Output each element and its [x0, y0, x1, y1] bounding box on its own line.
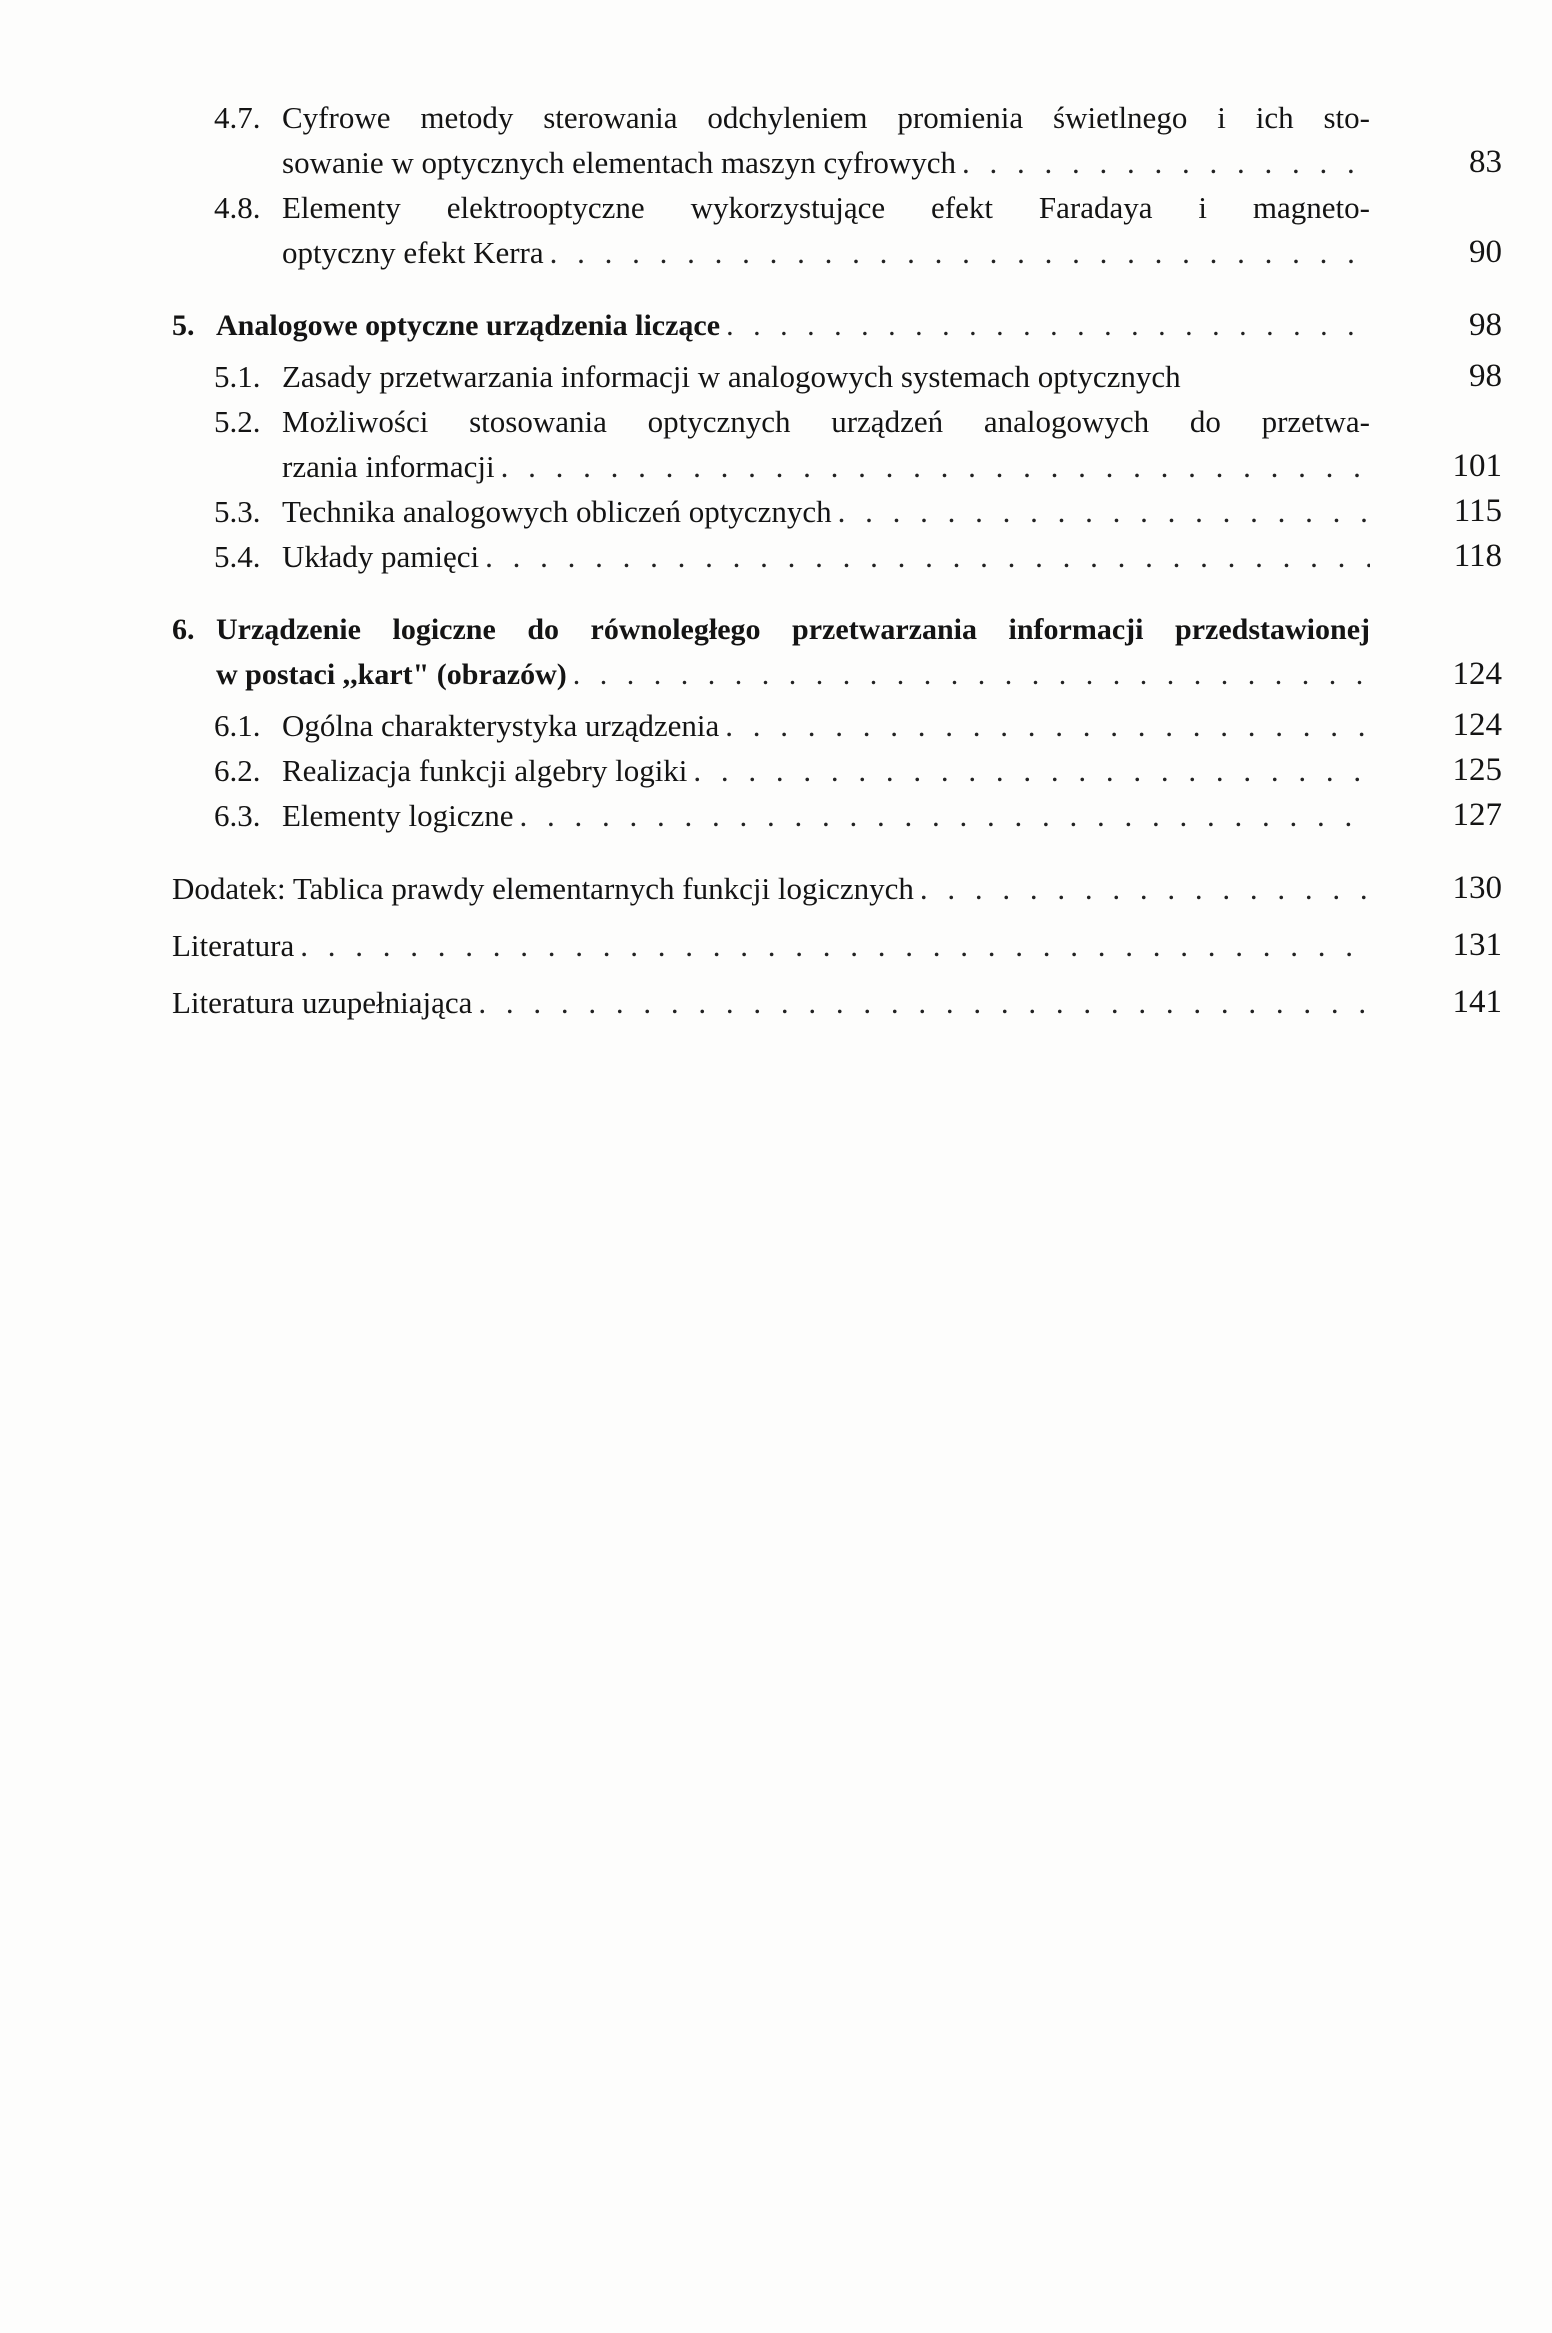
toc-chapter-6[interactable]: [172, 607, 1502, 697]
entry-title: Dodatek: Tablica prawdy elementarnych funkcji logicznych: [172, 871, 914, 906]
dot-leader: [832, 489, 1370, 534]
toc-entry-4-8[interactable]: [214, 185, 1502, 275]
entry-title-line-1: Elementy elektrooptyczne wykorzystujące efekt Faradaya i magneto-: [282, 190, 1370, 225]
chapter-title: Analogowe optyczne urządzenia liczące: [216, 309, 721, 342]
section-number: 5.2.: [214, 404, 261, 439]
toc-entry-6-1[interactable]: [214, 703, 1502, 748]
dot-leader: [544, 230, 1370, 275]
dot-leader: [479, 534, 1370, 579]
page-number: 131: [1452, 927, 1502, 963]
page-number: 90: [1469, 234, 1502, 270]
entry-title: Ogólna charakterystyka urządzenia: [282, 708, 720, 743]
toc-entry-4-7[interactable]: [214, 95, 1502, 185]
page-number: 98: [1469, 307, 1502, 343]
toc-entry-5-3[interactable]: [214, 489, 1502, 534]
entry-title: Elementy logiczne: [282, 798, 514, 833]
entry-title: Zasady przetwarzania informacji w analogowych systemach optycznych: [282, 359, 1181, 394]
entry-title-line-1: Cyfrowe metody sterowania odchyleniem promienia świetlnego i ich sto-: [282, 100, 1370, 135]
section-number: 5.4.: [214, 539, 261, 574]
entry-title: Realizacja funkcji algebry logiki: [282, 753, 688, 788]
section-number: 5.3.: [214, 494, 261, 529]
dot-leader: [514, 793, 1370, 838]
chapter-title-line-1: Urządzenie logiczne do równoległego przetwarzania informacji przedstawionej: [216, 613, 1370, 646]
page-number: 101: [1452, 448, 1502, 484]
page-number: 130: [1452, 870, 1502, 906]
table-of-contents: [172, 95, 1502, 1025]
entry-title-line-2: sowanie w optycznych elementach maszyn cyfrowych: [282, 145, 956, 180]
toc-chapter-5[interactable]: [172, 303, 1502, 348]
chapter-number: 5.: [172, 309, 195, 342]
entry-title-line-2: rzania informacji: [282, 449, 495, 484]
dot-leader: [294, 923, 1370, 968]
entry-title-line-2: optyczny efekt Kerra: [282, 235, 544, 270]
toc-entry-literatura[interactable]: [172, 923, 1502, 968]
entry-title: Układy pamięci: [282, 539, 480, 574]
dot-leader: [687, 748, 1370, 793]
page-number: 83: [1469, 144, 1502, 180]
section-number: 5.1.: [214, 359, 261, 394]
dot-leader: [567, 652, 1370, 697]
toc-entry-5-1[interactable]: [214, 354, 1502, 399]
toc-entry-6-2[interactable]: [214, 748, 1502, 793]
page-number: 141: [1452, 984, 1502, 1020]
page-number: 124: [1452, 656, 1502, 692]
toc-entry-5-2[interactable]: [214, 399, 1502, 489]
entry-title: Technika analogowych obliczeń optycznych: [282, 494, 832, 529]
dot-leader: [495, 444, 1370, 489]
page-number: 118: [1453, 538, 1502, 574]
section-number: 4.7.: [214, 100, 261, 135]
section-number: 6.1.: [214, 708, 261, 743]
dot-leader: [719, 703, 1370, 748]
entry-title-line-1: Możliwości stosowania optycznych urządzeń analogowych do przetwa-: [282, 404, 1370, 439]
toc-entry-dodatek[interactable]: [172, 866, 1502, 911]
section-number: 6.3.: [214, 798, 261, 833]
dot-leader: [472, 980, 1370, 1025]
page-number: 98: [1469, 358, 1502, 394]
page-number: 127: [1452, 797, 1502, 833]
section-number: 6.2.: [214, 753, 261, 788]
section-number: 4.8.: [214, 190, 261, 225]
dot-leader: [720, 303, 1370, 348]
dot-leader: [914, 866, 1370, 911]
page-number: 115: [1453, 493, 1502, 529]
chapter-number: 6.: [172, 613, 195, 646]
toc-entry-literatura-uzupelniajaca[interactable]: [172, 980, 1502, 1025]
page-number: 124: [1452, 707, 1502, 743]
toc-entry-5-4[interactable]: [214, 534, 1502, 579]
dot-leader: [956, 140, 1370, 185]
entry-title: Literatura uzupełniająca: [172, 985, 473, 1020]
page-number: 125: [1452, 752, 1502, 788]
toc-entry-6-3[interactable]: [214, 793, 1502, 838]
chapter-title-line-2: w postaci ,,kart" (obrazów): [216, 658, 567, 691]
entry-title: Literatura: [172, 928, 295, 963]
